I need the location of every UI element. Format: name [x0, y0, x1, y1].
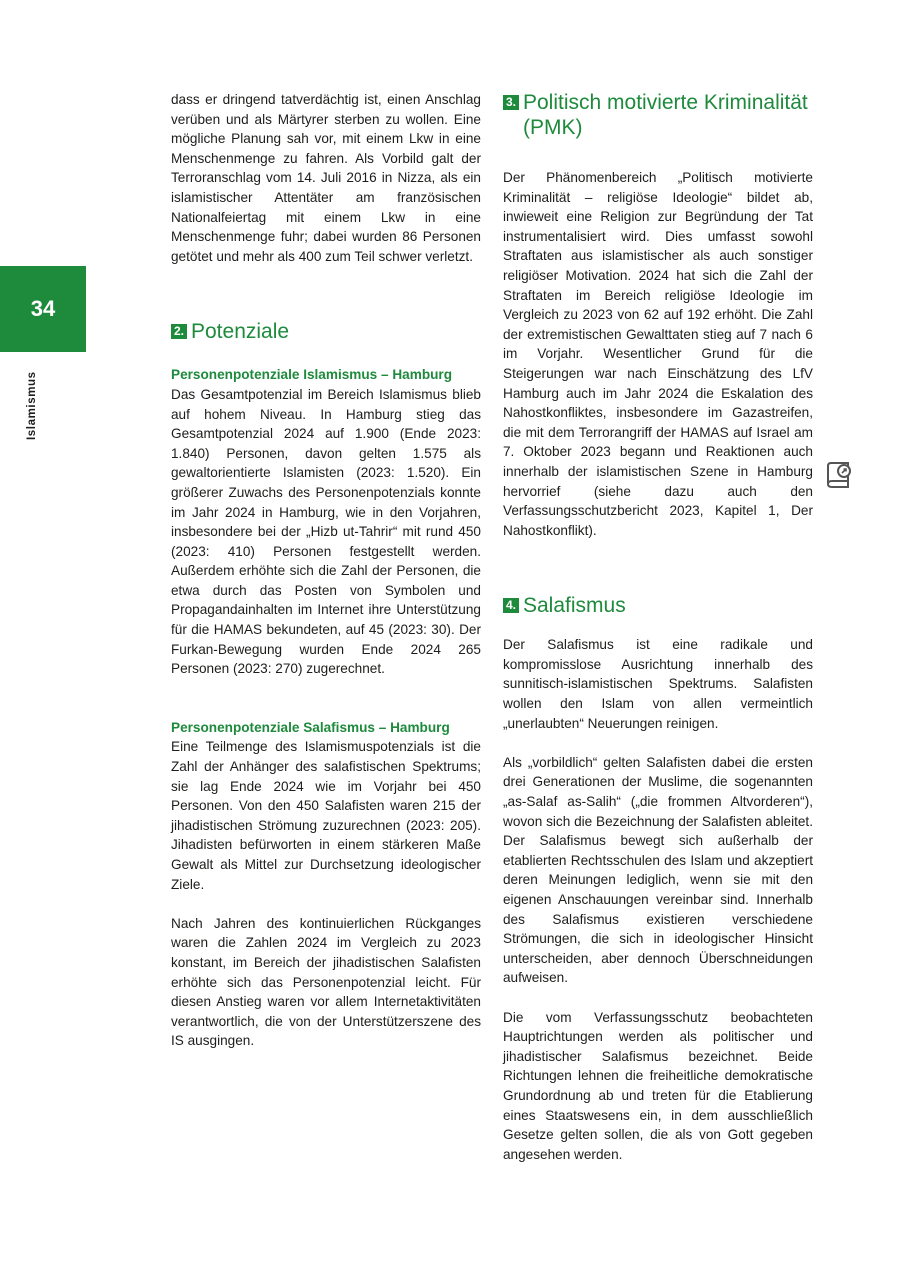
sub-heading-islamismus: Personenpotenziale Islamismus – Hamburg	[171, 367, 453, 383]
left-column	[171, 90, 481, 1051]
section-heading-salafismus	[503, 593, 813, 618]
section-title: Potenziale	[191, 320, 290, 344]
sub-heading-salafismus: Personenpotenziale Salafismus – Hamburg	[171, 719, 450, 735]
page-number: 34	[30, 296, 56, 321]
section-heading-pmk	[503, 90, 813, 140]
paragraph-salafismus-trend: Nach Jahren des kontinuierlichen Rückganges waren die Zahlen 2024 im Vergleich zu 2023 konstant, im Bereich der jihadistischen Salafisten erhöhte sich das Personenpotenzial leicht. Für diesen Anstieg waren vor allem Internetaktivitäten verantwortlich, die von der Unterstützerszene des IS ausgingen.	[171, 915, 481, 1049]
section-number-badge: 4.	[503, 598, 519, 613]
section-title: Salafismus	[523, 594, 626, 618]
section-title: Politisch motivierte Kriminalität (PMK)	[523, 91, 808, 139]
section-number-badge: 2.	[171, 324, 187, 339]
chapter-label: Islamismus	[26, 371, 38, 440]
book-reference-icon[interactable]	[823, 458, 857, 492]
section-heading-potenziale	[171, 319, 481, 344]
section-number-badge: 3.	[503, 95, 519, 110]
paragraph-salafismus-vorbild: Als „vorbildlich“ gelten Salafisten dabei die ersten drei Generationen der Muslime, die sogenannten „as-Salaf as-Salih“ („die frommen Altvorderen“), wovon sich die Bezeichnung der Salafisten ableitet. Der Salafismus bewegt sich außerhalb der etablierten Rechtsschulen des Islam und akzeptiert deren Meinungen lediglich, wenn sie mit den eigenen Anschauungen vereinbar sind. Innerhalb des Salafismus existieren verschiedene Strömungen, die sich in ideologischer Hinsicht unterscheiden, aber dennoch Überschneidungen aufweisen.	[503, 754, 813, 986]
page-number-tab	[0, 266, 86, 352]
paragraph-pmk: Der Phänomenbereich „Politisch motivierte Kriminalität – religiöse Ideologie“ bildet ab, inwieweit eine Religion zur Begründung der Tat instrumentalisiert wird. Dies umfasst sowohl Straftaten aus islamistischer als auch sonstiger religiöser Motivation. 2024 hat sich die Zahl der Straftaten im Bereich religiöse Ideologie im Vergleich zu 2023 von 62 auf 192 erhöht. Die Zahl der extremistischen Gewalttaten stieg auf 7 nach 6 im Vorjahr. Wesentlicher Grund für die Steigerungen war nach Einschätzung des LfV Hamburg auch im Jahr 2024 die Eskalation des Nahostkonfliktes, insbesondere im Gazastreifen, die mit dem Terrorangriff der HAMAS auf Israel am 7. Oktober 2023 begann und Reaktionen auch innerhalb der islamistischen Szene in Hamburg hervorrief (siehe dazu auch den Verfassungsschutzbericht 2023, Kapitel 1, Der Nahostkonflikt).	[503, 170, 813, 538]
paragraph-salafismus-potenzial: Eine Teilmenge des Islamismuspotenzials ist die Zahl der Anhänger des salafistischen Spektrums; sie lag Ende 2024 wie im Vorjahr bei 450 Personen. Von den 450 Salafisten waren 215 der jihadistischen Strömung zuzurechnen (2023: 205). Jihadisten befürworten in einem stärkeren Maße Gewalt als Mittel zur Durchsetzung ideologischer Ziele.	[171, 739, 481, 892]
paragraph-salafismus-richtungen: Die vom Verfassungsschutz beobachteten Hauptrichtungen werden als politischer und jihadistischer Salafismus bezeichnet. Beide Richtungen lehnen die freiheitliche demokratische Grundordnung ab und treten für die Etablierung eines Staatswesens ein, in dem ausschließlich Gesetze gelten sollen, die als von Gott gegeben angesehen werden.	[503, 1009, 813, 1162]
paragraph-salafismus-definition: Der Salafismus ist eine radikale und kompromisslose Ausrichtung innerhalb des sunnitisch-islamistischen Spektrums. Salafisten wollen den Islam von allen vermeintlich „unerlaubten“ Neuerungen reinigen.	[503, 637, 813, 731]
intro-paragraph: dass er dringend tatverdächtig ist, einen Anschlag verüben und als Märtyrer sterben zu wollen. Eine mögliche Planung sah vor, mit einem Lkw in eine Menschenmenge zu fahren. Als Vorbild galt der Terroranschlag vom 14. Juli 2016 in Nizza, als ein islamistischer Attentäter am französischen Nationalfeiertag mit einem Lkw in eine Menschenmenge fuhr; dabei wurden 86 Personen getötet und mehr als 400 zum Teil schwer verletzt.	[171, 92, 481, 264]
right-column	[503, 90, 813, 1164]
paragraph-islamismus-potenzial: Das Gesamtpotenzial im Bereich Islamismus blieb auf hohem Niveau. In Hamburg stieg das Gesamtpotenzial 2024 auf 1.900 (Ende 2023: 1.840) Personen, davon gelten 1.575 als gewaltorientierte Islamisten (2023: 1.520). Ein größerer Zuwachs des Personenpotenzials konnte im Jahr 2024 in Hamburg, wie in den Vorjahren, insbesondere bei der „Hizb ut-Tahrir“ mit rund 450 (2023: 410) Personen festgestellt werden. Außerdem erhöhte sich die Zahl der Personen, die etwa durch das Posten von Symbolen und Propagandainhalten im Internet ihre Unterstützung für die HAMAS bekundeten, auf 45 (2023: 30). Der Furkan-Bewegung wurden Ende 2024 265 Personen (2023: 270) zugerechnet.	[171, 386, 481, 677]
